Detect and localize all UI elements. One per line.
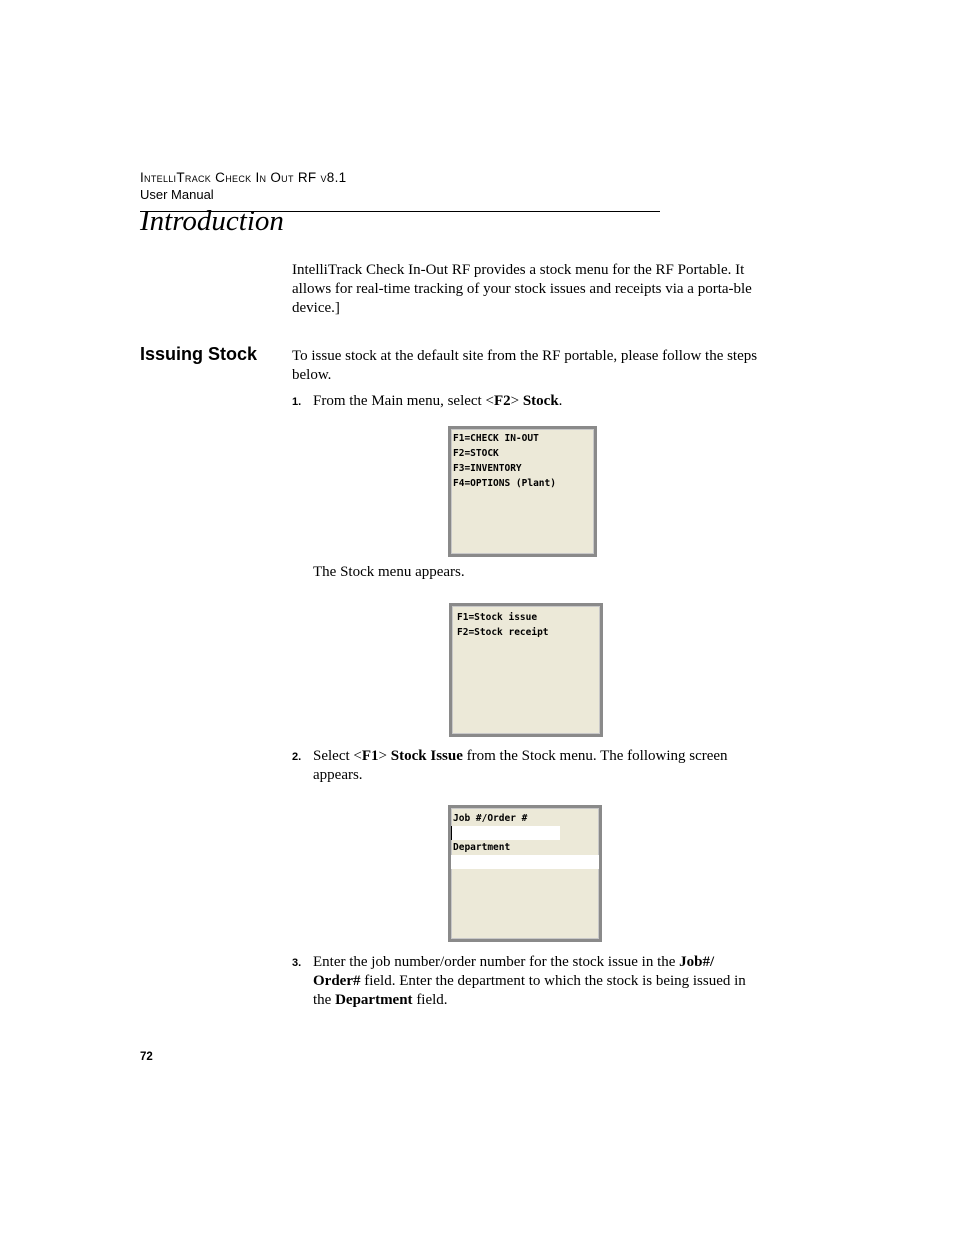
issuing-paragraph: To issue stock at the default site from the RF portable, please follow the steps below. (292, 348, 758, 383)
menu-line: F1=Stock issue (457, 612, 538, 623)
step-number: 1. (292, 396, 302, 408)
job-order-input[interactable] (451, 826, 560, 840)
menu-line: F2=Stock receipt (457, 627, 549, 638)
rf-stock-issue-screen (448, 805, 602, 942)
menu-line: F2=STOCK (453, 448, 499, 459)
page-number: 72 (140, 1051, 153, 1063)
department-label: Department (453, 842, 511, 853)
step-number: 2. (292, 751, 302, 763)
rf-main-menu-screen (448, 426, 597, 557)
step-1: 1. From the Main menu, select <F2> Stock. (292, 392, 762, 411)
step-2: 2. Select <F1> Stock Issue from the Stock menu. The following screen appears. (292, 748, 728, 783)
step-number: 3. (292, 957, 302, 969)
running-header-product: IntelliTrack Check In Out RF v8.1 (140, 170, 347, 185)
step-3: 3. Enter the job number/order number for the stock issue in the Job#/ Order# field. Enter the department to which the stock is being issued in the Department field. (292, 954, 746, 1008)
menu-line: F3=INVENTORY (453, 463, 522, 474)
intro-paragraph: IntelliTrack Check In-Out RF provides a stock menu for the RF Portable. It allows for real-time tracking of your stock issues and receipts via a porta-ble device.] (292, 262, 752, 316)
running-header-subtitle: User Manual (140, 187, 214, 202)
menu-line: F1=CHECK IN-OUT (453, 433, 539, 444)
side-heading: Issuing Stock (140, 344, 258, 364)
stock-menu-note: The Stock menu appears. (313, 564, 465, 580)
job-order-label: Job #/Order # (453, 813, 528, 824)
section-title: Introduction (140, 205, 284, 237)
rf-stock-menu-screen (449, 603, 603, 737)
department-input[interactable] (451, 855, 599, 869)
menu-line: F4=OPTIONS (Plant) (453, 478, 556, 489)
